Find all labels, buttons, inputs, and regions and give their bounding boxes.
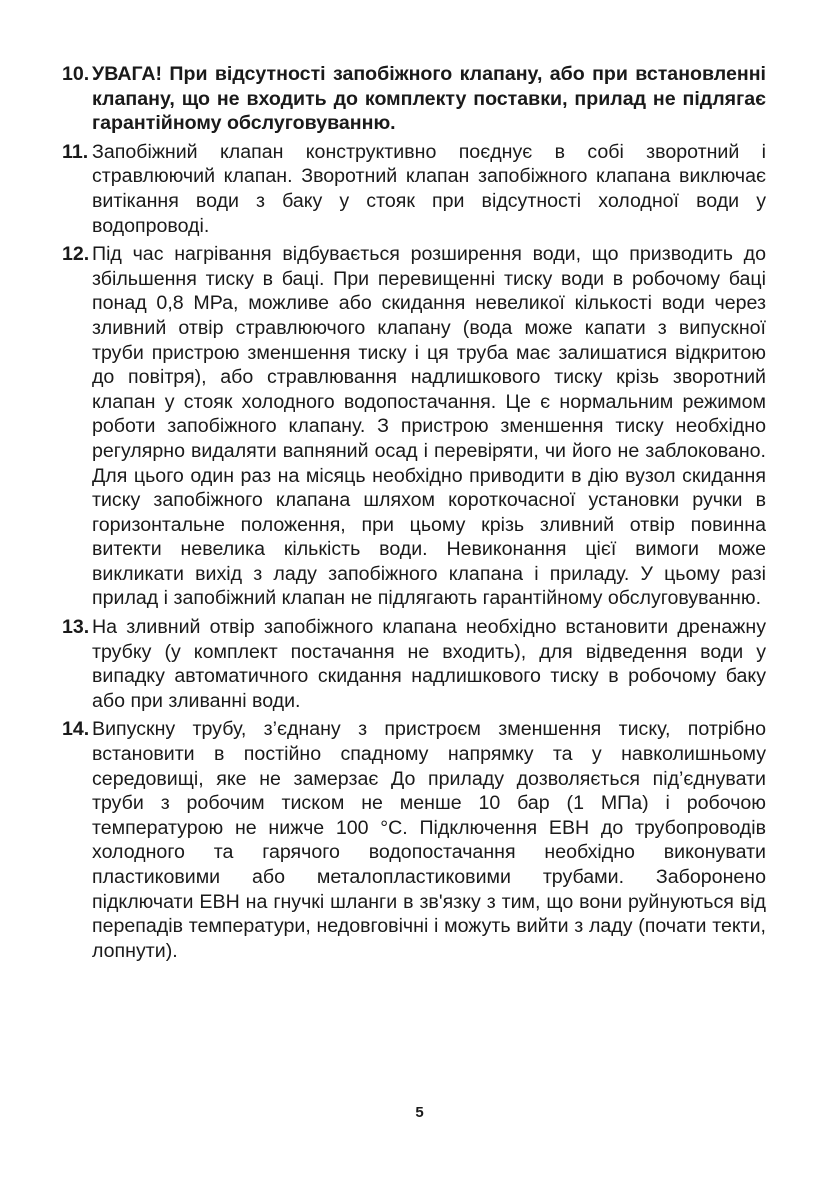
document-page <box>62 62 766 967</box>
list-item-10 <box>62 62 766 136</box>
item-number: 14. <box>62 718 90 741</box>
item-text: На зливний отвір запобіжного клапана необхідно встановити дренажну трубку (у комплект постачання не входить), для відведення води у випадку автоматичного скидання надлишкового тиску в робочому баку або при зливанні води. <box>92 616 766 712</box>
item-text: Випускну трубу, з’єднану з пристроєм зменшення тиску, потрібно встановити в постійно спадному напрямку та у навколишньому середовищі, яке не замерзає До приладу дозволяється під’єднувати труби з робочим тиском не менше 10 бар (1 МПа) і робочою температурою не нижче 100 °С. Підключення ЕВН до трубопроводів холодного та гарячого водопостачання необхідно виконувати пластиковими або металопластиковими трубами. Заборонено підключати ЕВН на гнучкі шланги в зв'язку з тим, що вони руйнуються від перепадів температури, недовговічні і можуть вийти з ладу (почати текти, лопнути). <box>92 718 766 962</box>
item-text: Запобіжний клапан конструктивно поєднує в собі зворотний і стравлюючий клапан. Зворотний клапан запобіжного клапана виключає витікання води з баку у стояк при відсутності холодної води у водопроводі. <box>92 140 766 237</box>
item-number: 11. <box>62 140 89 163</box>
page-number: 5 <box>415 1104 424 1121</box>
list-item-12 <box>62 242 766 611</box>
item-number: 10. <box>62 63 90 85</box>
item-number: 12. <box>62 243 90 266</box>
item-text: УВАГА! При відсутності запобіжного клапану, або при встановленні клапану, що не входить до комплекту поставки, прилад не підлягає гарантійному обслуговуванню. <box>92 63 766 135</box>
item-text: Під час нагрівання відбувається розширення води, що призводить до збільшення тиску в баці. При перевищенні тиску води в робочому баці понад 0,8 МРа, можливе або скидання невеликої кількості води через зливний отвір стравлюючого клапану (вода може капати з випускної труби пристрою зменшення тиску і ця труба має залишатися відкритою до повітря), або стравлювання надлишкового тиску крізь зворотний клапан у стояк холодного водопостачання. Це є нормальним режимом роботи запобіжного клапану. З пристрою зменшення тиску необхідно регулярно видаляти вапняний осад і перевіряти, чи його не заблоковано. Для цього один раз на місяць необхідно приводити в дію вузол скидання тиску запобіжного клапана шляхом короткочасної установки ручки в горизонтальне положення, при цьому крізь зливний отвір повинна витекти невелика кількість води. Невиконання цієї вимоги може викликати вихід з ладу запобіжного клапана і приладу. У цьому разі прилад і запобіжний клапан не підлягають гарантійному обслуговуванню. <box>92 243 766 610</box>
item-number: 13. <box>62 616 90 639</box>
list-item-11 <box>62 140 766 238</box>
list-item-13 <box>62 615 766 713</box>
list-item-14 <box>62 717 766 963</box>
